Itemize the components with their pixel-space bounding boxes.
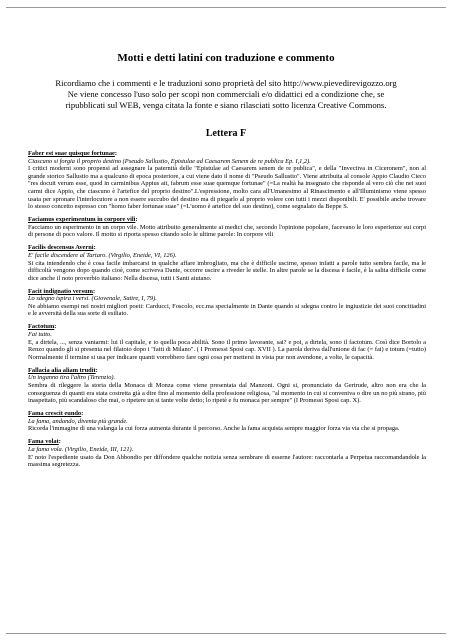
entry-text: Si cita intendendo che è cosa facile imbarcarsi in qualche affare imbrogliato, ma che è difficile uscirne, spesso infatti a parole tutto sembra facile, ma le difficoltà vengono dopo quando cioè, come scriveva Dante, occorre uscire a riveder le stelle. In altre parole se la discesa è facile, è la salita difficile come dice anche il noto proverbio italiano: Nella discesa, tutti i Santi aiutano. xyxy=(28,259,426,282)
entry-source: La fama, andando, diventa più grande. xyxy=(28,417,128,425)
entry-text: E' noto l'espediente usato da Don Abbondio per diffondere qualche notizia senza sembrare di esserne l'autore: raccontarla a Perpetua raccomandandole la massima segretezza. xyxy=(28,453,426,469)
bottom-border-rule xyxy=(6,633,446,634)
entry-facilis: Facilis descensus Averni: E' facile discendere al Tartaro. (Virgilio, Eneide, VI, 126). Si cita intendendo che è cosa facile imbarcarsi in qualche affare imbrogliato, ma che è difficile uscirne, spesso infatti a parole tutto sembra facile, ma le difficoltà vengono dopo quando cioè, come scriveva Dante, occorre uscire a riveder le stelle. In altre parole se la discesa è facile, è la salita difficile come dice anche il noto proverbio italiano: Nella discesa, tutti i Santi aiutano. xyxy=(28,244,426,282)
entry-fama-crescit: Fama crescit eundo: La fama, andando, diventa più grande. Ricorda l'immagine di una valanga la cui forza aumenta durante il percorso. Anche la fama acquista sempre maggior forza via via che si propaga. xyxy=(28,410,426,433)
top-border-rule xyxy=(6,7,446,8)
entry-source: Ciascuno si forgia il proprio destino (Pseudo Sallustio, Epistulae ad Caesarem Senem de re publica Ep. I,1,2). xyxy=(28,157,311,165)
entry-text: E, a dirtela, ..., senza vantarmi: lui il capitale, e io quella poca abilità. Sono il primo lavorante, sai? e poi, a dirtela, sono il factotum. Così dice Bortolo a Renzo quando gli si presenta nel filatoio dopo i "fatti di Milano". ( I Promessi Sposi cap. XVII ). La parola deriva dall'unione di fac (= fai) e totum (=tutto) Normalmente il termine si usa per indicare quanti vorrebbero fare ogni cosa per mettersi in vista pur non avendone, a volte, le capacità. xyxy=(28,338,426,361)
entry-heading: Faciamus experimentum in corpore vili xyxy=(28,216,136,224)
entry-source: E' facile discendere al Tartaro. (Virgilio, Eneide, VI, 126). xyxy=(28,251,177,259)
entry-heading: Facit indignatio versum xyxy=(28,287,93,295)
entry-text: Sembra di rileggere la storia della Monaca di Monza come viene presentata dal Manzoni. Ogni si, pronunciato da Gertrude, altro non era che la conseguenza di quanti era stata costretta già a dire fino al momento della professione religiosa, "al momento in cui si conveniva o dire un no più strano, più inaspettato, più scandaloso che mai, o ripetere un si tante volte detto; lo ripetè e fu monaca per sempre" (I Promessi Sposi cap. X). xyxy=(28,381,426,405)
entries-list xyxy=(28,150,426,474)
entry-fama-volat: Fama volat: La fama vola. (Virgilio, Eneide, III, 121). E' noto l'espediente usato da Don Abbondio per diffondere qualche notizia senza sembrare di esserne l'autore: raccontarla a Perpetua raccomandandole la massima segretezza. xyxy=(28,438,426,469)
entry-heading: Fama volat xyxy=(28,438,59,446)
entry-source: Fai tutto. xyxy=(28,331,52,339)
intro-notice xyxy=(38,78,414,111)
entry-heading: Fama crescit eundo xyxy=(28,410,82,418)
entry-heading: Fallacia alia aliam trudit xyxy=(28,366,96,374)
entry-source: Un inganno tira l'altro (Terenzio). xyxy=(28,374,116,382)
entry-text: I critici moderni sono propensi ad assegnare la paternità delle "Epistulae ad Caesarem senem de re publica", e della "Invectiva in Ciceronem", non al grande storico Sallustio ma a qualcuno di epoca posteriore, a cui viene dato il nome di "Pseudo Sallustio". Viene attribuita al console Appio Claudio Cieco "res docuit verum esse, quod in carminibus Appius ait, fabrum esse suae quemque fortunae" (=La realtà ha insegnato che risponde al vero ciò che nei suoi carmi dice Appio, che ciascuno è l'artefice del proprio destino".L'espressione, molto cara all'Umanesimo al Rinascimento e all'Illuminismo viene spesso usata per spronare l'interlocutore a non essere succubo del destino ma di piegarlo al proprio volere con tutti i mezzi disponibili. E' possibile anche trovare lo stesso concetto espresso con "homo faber fortunae suae" (=L'uomo è artefice del suo destino), come segnalato da Beppe S. xyxy=(28,165,426,211)
intro-line: Ricordiamo che i commenti e le traduzioni sono proprietà del sito http://www.pievedirevigozzo.org xyxy=(55,78,397,88)
entry-facit: Facit indignatio versum: Lo sdegno ispira i versi. (Giovenale, Satire, I, 79). Ne abbiamo esempi nei nostri migliori poeti: Carducci, Foscolo, ecc.ma specialmente in Dante quando si sdegna contro le ingiustizie dei suoi concittadini e le avversità della sua sorte di esiliato. xyxy=(28,287,426,318)
entry-heading: Facilis descensus Averni xyxy=(28,244,94,252)
section-title: Lettera F xyxy=(205,128,247,139)
entry-fallacia: Fallacia alia aliam trudit: Un inganno tira l'altro (Terenzio). Sembra di rileggere la storia della Monaca di Monza come viene presentata dal Manzoni. Ogni si, pronunciato da Gertrude, altro non era che la conseguenza di quanti era stata costretta già a dire fino al momento della professione religiosa, "al momento in cui si conveniva o dire un no più strano, più inaspettato, più scandaloso che mai, o ripetere un si tante volte detto; lo ripetè e fu monaca per sempre" (I Promessi Sposi cap. X). xyxy=(28,366,426,405)
entry-text: Ricorda l'immagine di una valanga la cui forza aumenta durante il percorso. Anche la fama acquista sempre maggior forza via via che si propaga. xyxy=(28,425,400,433)
intro-line: ripubblicati sul WEB, venga citata la fonte e siano rilasciati sotto licenza Creative Commons. xyxy=(65,100,387,110)
entry-faber: Faber est suae quisque fortunae: Ciascuno si forgia il proprio destino (Pseudo Sallustio, Epistulae ad Caesarem Senem de re publica Ep. I,1,2). I critici moderni sono propensi ad assegnare la paternità delle "Epistulae ad Caesarem senem de re publica", e della "Invectiva in Ciceronem", non al grande storico Sallustio ma a qualcuno di epoca posteriore, a cui viene dato il nome di "Pseudo Sallustio". Viene attribuita al console Appio Claudio Cieco "res docuit verum esse, quod in carminibus Appius ait, fabrum esse suae quemque fortunae" (=La realtà ha insegnato che risponde al vero ciò che nei suoi carmi dice Appio, che ciascuno è l'artefice del proprio destino".L'espressione, molto cara all'Umanesimo al Rinascimento e all'Illuminismo viene spesso usata per spronare l'interlocutore a non essere succubo del destino ma di piegarlo al proprio volere con tutti i mezzi disponibili. E' possibile anche trovare lo stesso concetto espresso con "homo faber fortunae suae" (=L'uomo è artefice del suo destino), come segnalato da Beppe S. xyxy=(28,150,426,211)
entry-faciamus: Faciamus experimentum in corpore vili: Facciamo un esperimento in un corpo vile. Motto attribuito generalmente ai medici che, secondo l'opinione popolare, facevano le loro esperienze sui corpi di persone di poco valore. Il motto si riporta spesso citando solo le ultime parole: In corpore vili xyxy=(28,216,426,239)
entry-factotum: Factotum: Fai tutto. E, a dirtela, ..., senza vantarmi: lui il capitale, e io quella poca abilità. Sono il primo lavorante, sai? e poi, a dirtela, sono il factotum. Così dice Bortolo a Renzo quando gli si presenta nel filatoio dopo i "fatti di Milano". ( I Promessi Sposi cap. XVII ). La parola deriva dall'unione di fac (= fai) e totum (=tutto) Normalmente il termine si usa per indicare quanti vorrebbero fare ogni cosa per mettersi in vista pur non avendone, a volte, le capacità. xyxy=(28,323,426,361)
page-title: Motti e detti latini con traduzione e commento xyxy=(117,52,335,64)
entry-heading: Faber est suae quisque fortunae xyxy=(28,150,115,157)
entry-source: La fama vola. (Virgilio, Eneide, III, 121). xyxy=(28,445,134,453)
entry-heading: Factotum xyxy=(28,323,55,331)
entry-text: Ne abbiamo esempi nei nostri migliori poeti: Carducci, Foscolo, ecc.ma specialmente in Dante quando si sdegna contro le ingiustizie dei suoi concittadini e le avversità della sua sorte di esiliato. xyxy=(28,302,426,318)
entry-text: Facciamo un esperimento in un corpo vile. Motto attribuito generalmente ai medici che, secondo l'opinione popolare, facevano le loro esperienze sui corpi di persone di poco valore. Il motto si riporta spesso citando solo le ultime parole: In corpore vili xyxy=(28,223,426,239)
entry-source: Lo sdegno ispira i versi. (Giovenale, Satire, I, 79). xyxy=(28,295,157,303)
intro-line: Ne viene concesso l'uso solo per scopi non commerciali e/o didattici ed a condizione che, se xyxy=(67,89,385,99)
